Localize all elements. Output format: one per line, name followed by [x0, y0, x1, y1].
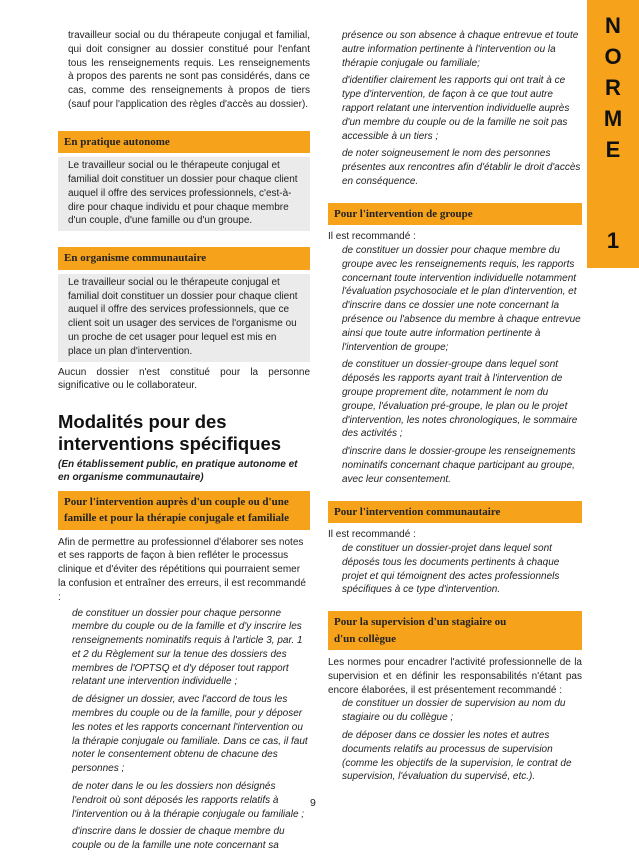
list-item: de constituer un dossier pour chaque membre du groupe avec les renseignements requis, les rapports concernant toute intervention individuelle notamment l'évaluation psychosociale et le plan d'intervention, et d'inscrire dans ce dossier une note concernant la présence ou l'absence du membre à chaque entrevue ainsi que toute autre information pertinente à l'intervention de groupe;: [342, 245, 581, 353]
section-intro: Les normes pour encadrer l'activité professionnelle de la supervision et en définir les responsabilités n'étant pas encore élaborées, il est présentement recommandé :: [328, 657, 582, 696]
section-intro: Afin de permettre au professionnel d'élaborer ses notes et ses rapports de façon à bien refléter le processus clinique et d'éviter des répétitions qui pourraient semer la confusion et entraîner des erreurs, il est recommandé :: [58, 536, 306, 603]
list-item: de désigner un dossier, avec l'accord de tous les membres du couple ou de la famille, pour y déposer les notes et les rapports concernant l'intervention ou la thérapie conjugale ou familiale. Dans ce cas, il faut noter le consentement obtenu de chacune des personnes ;: [72, 694, 308, 775]
page-subheading: (En établissement public, en pratique autonome et en organisme communautaire): [58, 458, 298, 484]
section-title-line: famille et pour la thérapie conjugale et familiale: [64, 512, 289, 525]
list-item: de noter soigneusement le nom des personnes présentes aux rencontres afin d'établir le droit d'accès en conséquence.: [342, 148, 581, 187]
recommendation-list: [328, 542, 582, 597]
list-item: de constituer un dossier-projet dans lequel sont déposés tous les documents pertinents à chaque projet et qui témoignent des actes professionnels spécifiques à ce type d'intervention.: [342, 542, 560, 596]
list-item: d'inscrire dans le dossier de chaque membre du couple ou de la famille une note concernant sa: [72, 826, 285, 852]
list-item: de constituer un dossier-groupe dans lequel sont déposés les rapports ayant trait à l'intervention de groupe proprement dite, notamment le nom du groupe, l'évaluation pré-groupe, le plan ou le projet d'intervention, les notes chronologiques, le sommaire des activités ;: [342, 359, 578, 440]
section-title-organisme-communautaire: [58, 247, 310, 270]
section-title-text: Pour l'intervention de groupe: [334, 207, 473, 220]
left-column: [58, 29, 310, 857]
section-title-groupe: [328, 203, 582, 226]
recommendation-list: [58, 607, 310, 854]
side-letter: R: [605, 75, 621, 100]
rule-box-pratique-autonome: [58, 157, 310, 231]
right-column: [328, 29, 582, 788]
list-item: de noter dans le ou les dossiers non désignés l'endroit où sont déposés les rapports relatifs à l'intervention ou à la thérapie conjugale ou familiale ;: [72, 781, 305, 820]
list-item: de déposer dans ce dossier les notes et autres documents relatifs au processus de supervision (comme les objectifs de la supervision, le contrat de supervision, l'évaluation du supervisé, etc.).: [342, 730, 572, 783]
list-item: présence ou son absence à chaque entrevue et toute autre information pertinente à l'intervention ou la thérapie conjugale ou familiale;: [342, 30, 579, 69]
section-intro: Il est recommandé :: [328, 231, 416, 243]
section-title-supervision: [328, 611, 582, 650]
list-item: d'inscrire dans le dossier-groupe les renseignements nominatifs concernant chaque participant au groupe, avec leur consentement.: [342, 446, 576, 485]
side-letter: O: [604, 44, 622, 69]
section-title-pratique-autonome: [58, 131, 310, 154]
section-intro: Il est recommandé :: [328, 529, 416, 541]
list-item: d'identifier clairement les rapports qui ont trait à ce type d'intervention, de façon à ce que tout autre rapport relatant une intervention individuelle auprès d'un membre du couple ou de la famille ne soit pas accessible à un tiers ;: [342, 75, 570, 142]
rule-box-organisme-communautaire: [58, 274, 310, 362]
rule-text: Le travailleur social ou le thérapeute conjugal et familial doit constituer un dossier pour chaque client auquel il offre des services professionnels, que ce client soit un usager des services de l'organisme ou un proche de cet usager pour lequel est mis en place un plan d'intervention.: [68, 276, 298, 357]
recommendation-list: [328, 697, 582, 784]
section-title-text: Pour l'intervention communautaire: [334, 505, 501, 518]
section-title-couple-famille: [58, 491, 310, 530]
section-title-line: Pour l'intervention auprès d'un couple ou d'une: [64, 495, 289, 508]
side-letter: E: [605, 137, 621, 162]
section-title-text: En pratique autonome: [64, 135, 170, 148]
norme-number: 1: [606, 228, 620, 253]
rule-text: Le travailleur social ou le thérapeute conjugal et familial doit constituer un dossier pour chaque client auquel il offre des services professionnels, c'est-à-dire pour chaque individu et pour chaque membre d'un couple, d'une famille ou d'un groupe.: [68, 160, 298, 227]
note-paragraph: Aucun dossier n'est constitué pour la personne significative ou le collaborateur.: [58, 366, 310, 392]
side-letter: N: [605, 13, 621, 38]
recommendation-list: [328, 244, 582, 487]
section-title-line: Pour la supervision d'un stagiaire ou: [334, 616, 507, 629]
list-item: de constituer un dossier pour chaque personne membre du couple ou de la famille et d'y inscrire les renseignements nominatifs requis à l'article 3, par. 1 et 2 du Règlement sur la tenue des dossiers des membres de l'OPTSQ et d'y déposer tout rapport relatant une intervention individuelle ;: [72, 607, 303, 688]
continued-list: [328, 29, 582, 189]
section-title-text: En organisme communautaire: [64, 252, 207, 265]
list-item: de constituer un dossier de supervision au nom du stagiaire ou du collègue ;: [342, 698, 566, 724]
page-number: 9: [310, 797, 316, 809]
section-title-line: d'un collègue: [334, 632, 397, 645]
norme-side-tab: [587, 0, 639, 268]
intro-paragraph: travailleur social ou du thérapeute conjugal et familial, qui doit consigner au dossier constitué pour l'enfant tous les renseignements requis. Les renseignements à propos des parents ne sont pas considérés, dans ce cas, comme des renseignements à propos de tiers (sauf pour l'application des règles d'accès au dossier).: [68, 30, 310, 110]
page-heading: Modalités pour des interventions spécifiques: [58, 411, 282, 455]
side-letter: M: [603, 106, 623, 131]
section-title-communautaire: [328, 501, 582, 524]
